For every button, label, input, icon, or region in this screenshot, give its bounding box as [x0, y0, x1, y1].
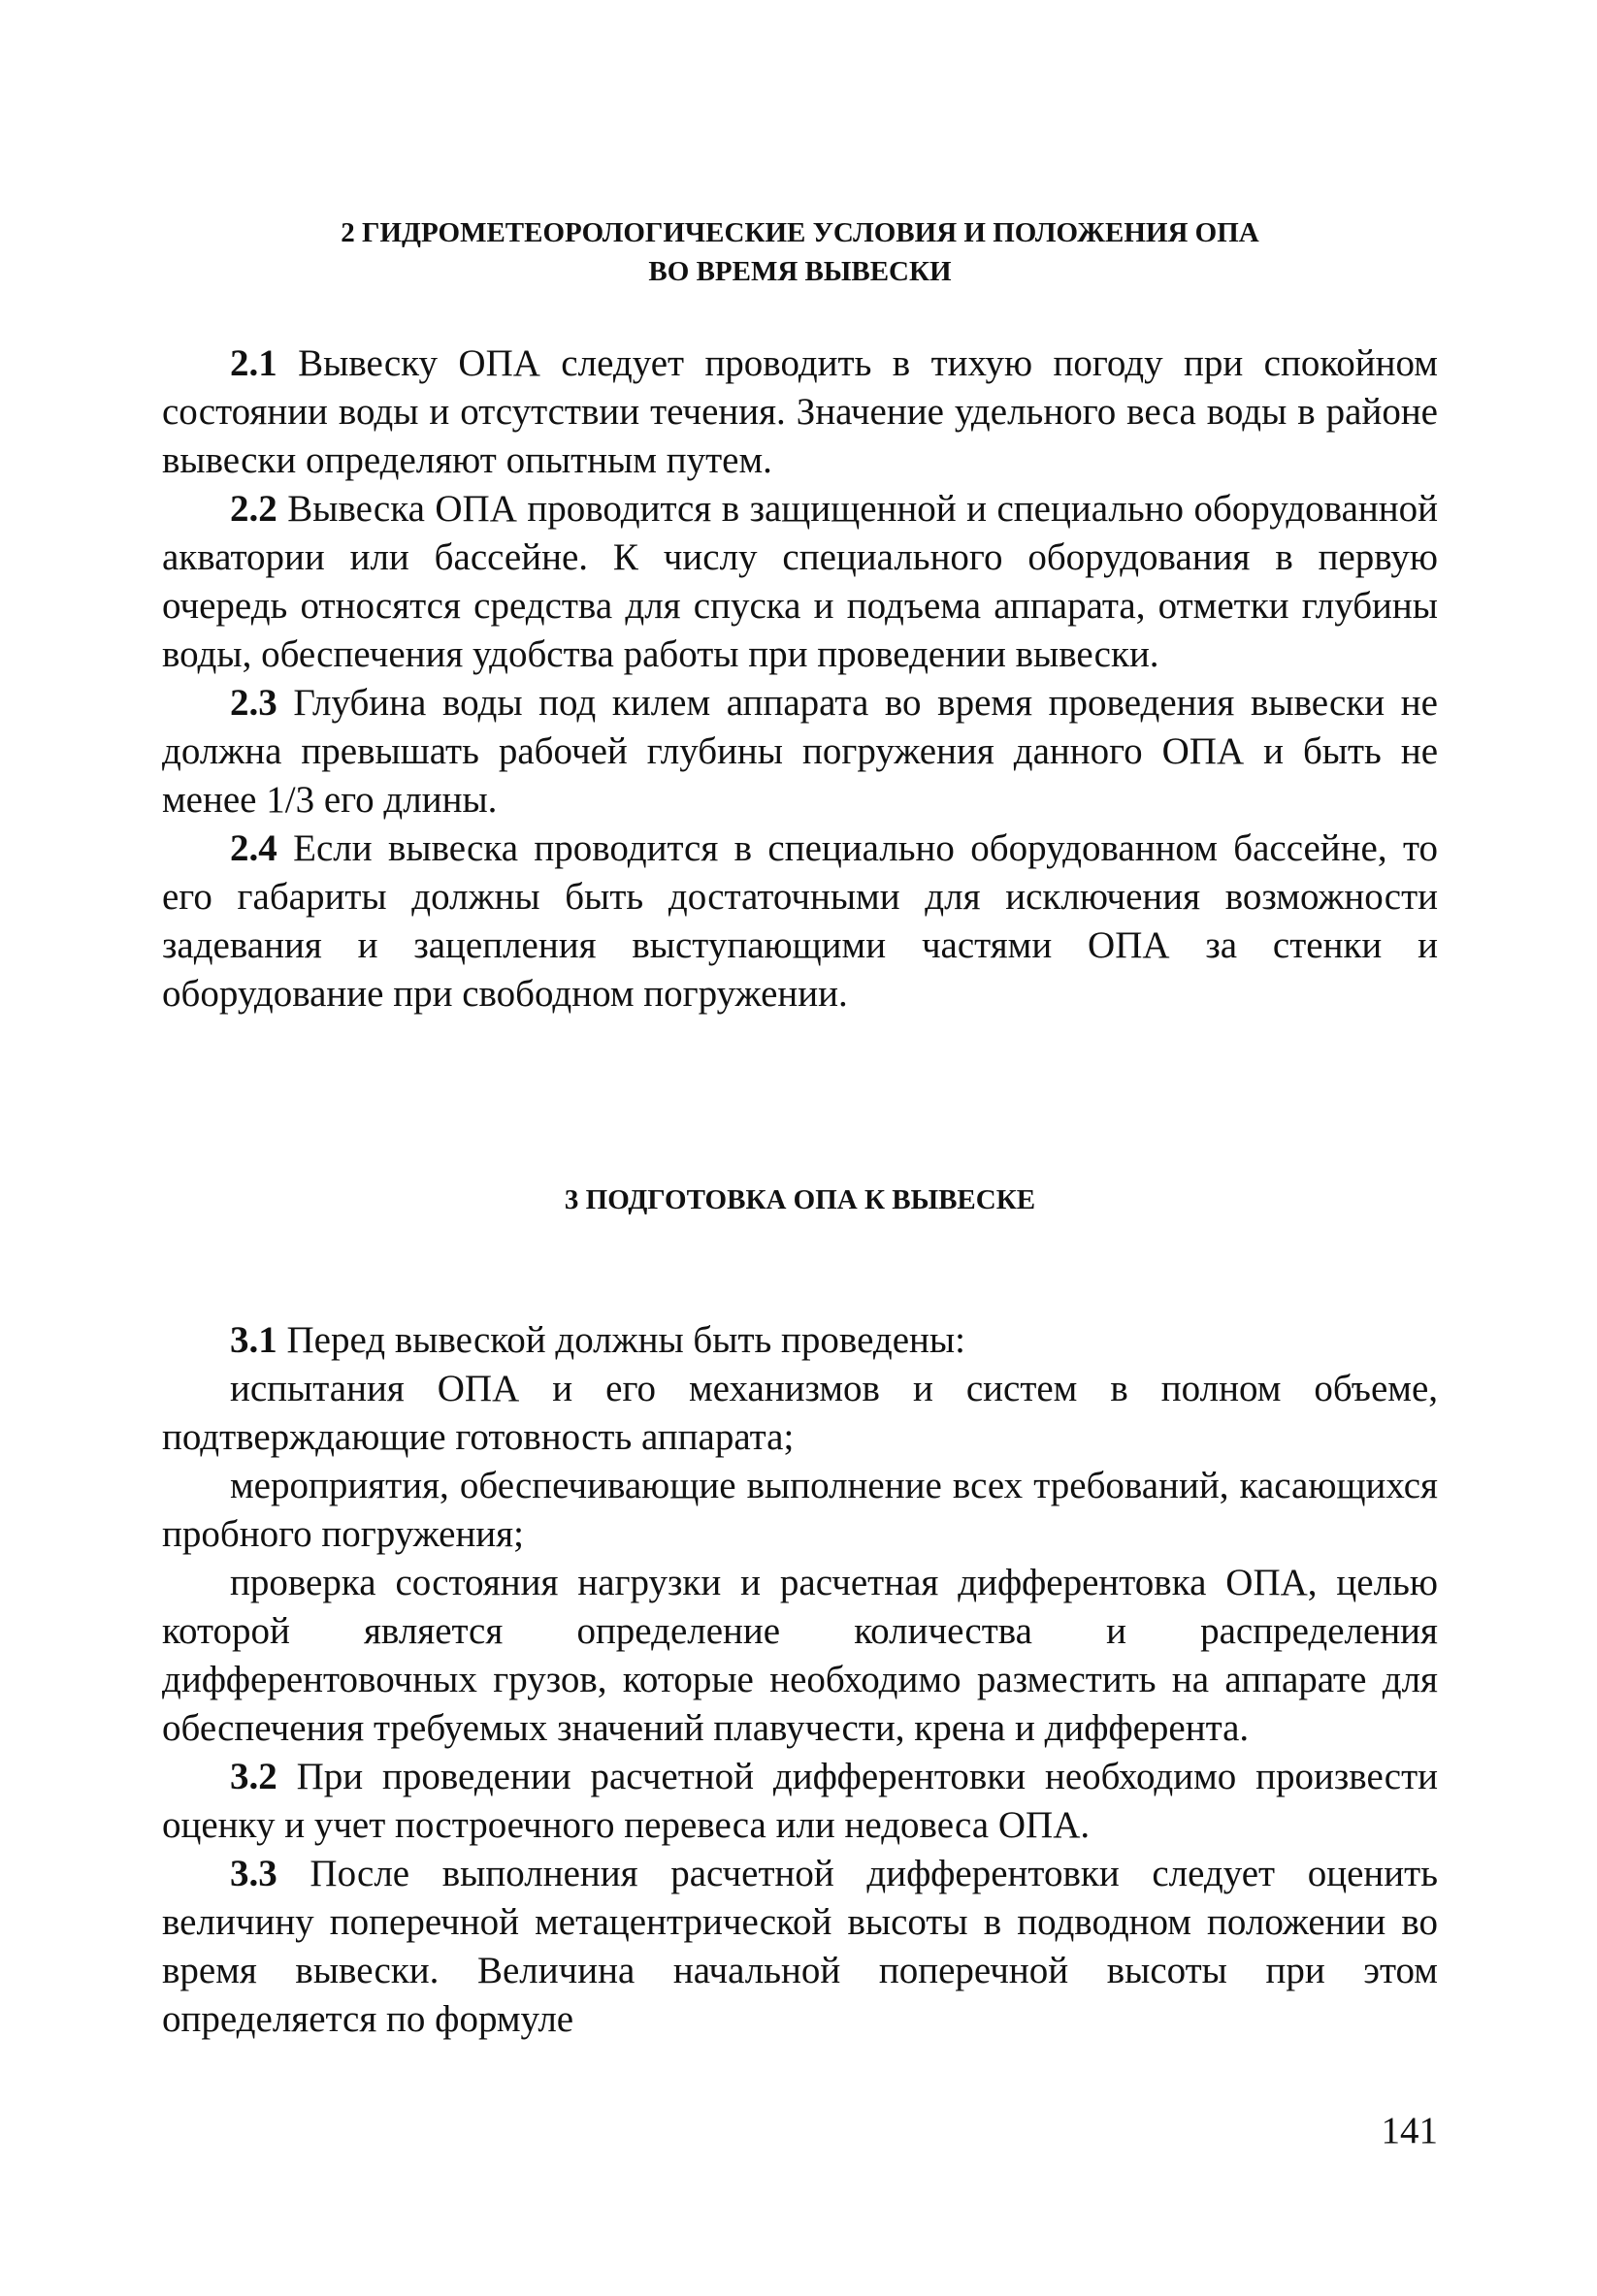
- section-2-body: [162, 340, 1438, 1019]
- paragraph-text: Вывеска ОПА проводится в защищенной и специально оборудованной акватории или бассейне. К числу специального оборудования в первую очередь относятся средства для спуска и подъема аппарата, отметки глубины воды, обеспечения удобства работы при проведении вывески.: [162, 488, 1438, 675]
- paragraph-number: 2.3: [230, 682, 277, 724]
- paragraph-3-1: [162, 1316, 1438, 1365]
- paragraph-text: Перед вывеской должны быть проведены:: [277, 1319, 965, 1361]
- section-2-heading-line-1: 2 ГИДРОМЕТЕОРОЛОГИЧЕСКИЕ УСЛОВИЯ И ПОЛОЖЕНИЯ ОПА: [341, 217, 1259, 248]
- paragraph-3-3: [162, 1850, 1438, 2044]
- paragraph-2-3: [162, 679, 1438, 825]
- list-item: проверка состояния нагрузки и расчетная дифферентовка ОПА, целью которой является определение количества и распределения дифферентовочных грузов, которые необходимо разместить на аппарате для обеспечения требуемых значений плавучести, крена и дифферента.: [162, 1562, 1438, 1749]
- paragraph-number: 3.1: [230, 1319, 277, 1361]
- paragraph-2-4: [162, 825, 1438, 1019]
- paragraph-2-1: [162, 340, 1438, 485]
- section-3-heading: [162, 1180, 1438, 1219]
- list-item: мероприятия, обеспечивающие выполнение всех требований, касающихся пробного погружения;: [162, 1465, 1438, 1555]
- paragraph-number: 3.3: [230, 1853, 277, 1894]
- section-3-heading-text: 3 ПОДГОТОВКА ОПА К ВЫВЕСКЕ: [564, 1184, 1036, 1215]
- page: [162, 0, 1438, 2296]
- paragraph-3-2: [162, 1753, 1438, 1850]
- paragraph-text: Вывеску ОПА следует проводить в тихую погоду при спокойном состоянии воды и отсутствии течения. Значение удельного веса воды в районе вывески определяют опытным путем.: [162, 342, 1438, 481]
- paragraph-number: 3.2: [230, 1756, 277, 1797]
- section-2-heading-line-2: ВО ВРЕМЯ ВЫВЕСКИ: [648, 256, 952, 287]
- paragraph-number: 2.4: [230, 827, 277, 869]
- paragraph-2-2: [162, 485, 1438, 679]
- paragraph-text: После выполнения расчетной дифферентовки следует оценить величину поперечной метацентрической высоты в подводном положении во время вывески. Величина начальной поперечной высоты при этом определяется по формуле: [162, 1853, 1438, 2040]
- paragraph-text: При проведении расчетной дифферентовки необходимо произвести оценку и учет построечного перевеса или недовеса ОПА.: [162, 1756, 1438, 1846]
- paragraph-text: Глубина воды под килем аппарата во время проведения вывески не должна превышать рабочей глубины погружения данного ОПА и быть не менее 1/3 его длины.: [162, 682, 1438, 821]
- paragraph-number: 2.2: [230, 488, 277, 530]
- page-number: 141: [1381, 2110, 1438, 2151]
- list-item: испытания ОПА и его механизмов и систем в полном объеме, подтверждающие готовность аппарата;: [162, 1368, 1438, 1458]
- paragraph-text: Если вывеска проводится в специально оборудованном бассейне, то его габариты должны быть достаточными для исключения возможности задевания и зацепления выступающими частями ОПА за стенки и оборудование при свободном погружении.: [162, 827, 1438, 1015]
- paragraph-number: 2.1: [230, 342, 277, 384]
- section-3-body: [162, 1316, 1438, 2044]
- section-2-heading: [162, 213, 1438, 291]
